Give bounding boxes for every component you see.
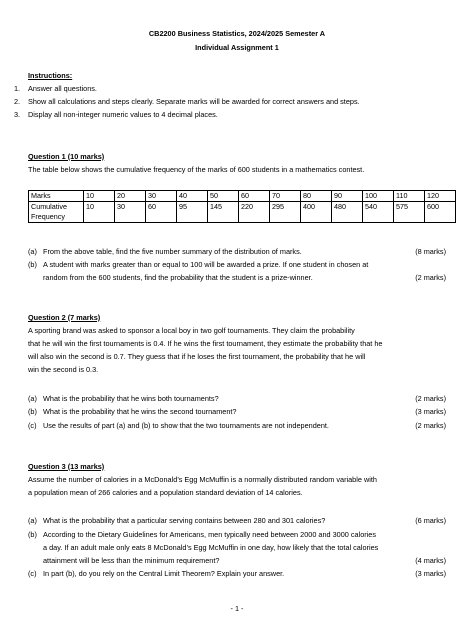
table-cell: 480: [332, 202, 363, 223]
table-cell: 400: [301, 202, 332, 223]
part-marks: (8 marks): [415, 247, 446, 256]
table-cell: 20: [115, 191, 146, 202]
table-header-line: Cumulative: [31, 202, 67, 211]
part-label: (c): [28, 421, 37, 430]
instruction-item: [0, 110, 474, 120]
table-cell: 40: [177, 191, 208, 202]
part-label: (b): [28, 407, 37, 416]
instruction-number: 1.: [14, 84, 21, 93]
question-2-intro-line: win the second is 0.3.: [28, 365, 99, 374]
part-marks: (2 marks): [415, 421, 446, 430]
table-cell: 110: [394, 191, 425, 202]
table-row-marks: [29, 191, 456, 202]
question-2-part-b: [28, 407, 446, 417]
table-cell: 540: [363, 202, 394, 223]
part-text-line: According to the Dietary Guidelines for Americans, men typically need between 2000 and 3000 calories: [43, 530, 377, 539]
question-2-heading: Question 2 (7 marks): [28, 313, 101, 322]
table-cell: 100: [363, 191, 394, 202]
part-text-line: a day. If an adult male only eats 8 McDonald’s Egg McMuffin in one day, how likely that the total calories: [43, 543, 379, 552]
table-cell: 70: [270, 191, 301, 202]
question-2-intro-line: that he will win the first tournaments is 0.4. If he wins the first tournament, they estimate the probability that he: [28, 339, 383, 348]
part-label: (a): [28, 247, 37, 256]
question-2-intro-line: A sporting brand was asked to sponsor a local boy in two golf tournaments. They claim the probability: [28, 326, 355, 335]
part-label: (c): [28, 569, 37, 578]
table-cell: 600: [425, 202, 456, 223]
part-label: (b): [28, 260, 37, 269]
instruction-text: Answer all questions.: [28, 84, 97, 93]
part-marks: (4 marks): [415, 556, 446, 565]
question-1-part-a: [28, 247, 446, 257]
question-1-part-b: [28, 260, 446, 284]
table-cell: 30: [115, 202, 146, 223]
question-1-heading: Question 1 (10 marks): [28, 152, 105, 161]
question-3-part-b: [28, 530, 446, 566]
table-cell: 10: [84, 202, 115, 223]
instruction-text: Show all calculations and steps clearly. Separate marks will be awarded for correct answers and steps.: [28, 97, 360, 106]
table-cell: 90: [332, 191, 363, 202]
question-3-intro-line: Assume the number of calories in a McDonald’s Egg McMuffin is a normally distributed random variable with: [28, 475, 377, 484]
table-cell: 120: [425, 191, 456, 202]
document-title: CB2200 Business Statistics, 2024/2025 Semester A: [148, 29, 326, 38]
table-row-cumulative-frequency: [29, 202, 456, 223]
page-number: - 1 -: [230, 604, 244, 613]
part-marks: (3 marks): [415, 569, 446, 578]
question-2-part-c: [28, 421, 446, 431]
part-text: From the above table, find the five number summary of the distribution of marks.: [43, 247, 302, 256]
table-cell: 30: [146, 191, 177, 202]
instruction-item: [0, 97, 474, 107]
table-cell: 145: [208, 202, 239, 223]
table-cell: 10: [84, 191, 115, 202]
part-marks: (6 marks): [415, 516, 446, 525]
question-3-part-c: [28, 569, 446, 579]
part-text-line: A student with marks greater than or equal to 100 will be awarded a prize. If one student in chosen at: [43, 260, 369, 269]
part-text: What is the probability that he wins both tournaments?: [43, 394, 219, 403]
question-2-part-a: [28, 394, 446, 404]
part-marks: (3 marks): [415, 407, 446, 416]
part-text: What is the probability that he wins the second tournament?: [43, 407, 237, 416]
table-header-cumulative-frequency: [29, 202, 84, 223]
table-cell: 50: [208, 191, 239, 202]
table-cell: 60: [146, 202, 177, 223]
part-text-line: attainment will be less than the minimum requirement?: [43, 556, 220, 565]
instruction-number: 3.: [14, 110, 21, 119]
instruction-number: 2.: [14, 97, 21, 106]
part-text-line: random from the 600 students, find the probability that the student is a prize-winner.: [43, 273, 313, 282]
part-label: (b): [28, 530, 37, 539]
table-header-line: Frequency: [31, 212, 65, 221]
part-text: In part (b), do you rely on the Central Limit Theorem? Explain your answer.: [43, 569, 285, 578]
instructions-heading: Instructions:: [28, 71, 73, 80]
question-2-intro-line: will also win the second is 0.7. They guess that if he loses the first tournament, the probability that he will: [28, 352, 366, 361]
table-cell: 80: [301, 191, 332, 202]
instruction-item: [0, 84, 474, 94]
table-cell: 295: [270, 202, 301, 223]
table-cell: 60: [239, 191, 270, 202]
document-subtitle: Individual Assignment 1: [195, 43, 279, 52]
part-text: What is the probability that a particular serving contains between 280 and 301 calories?: [43, 516, 326, 525]
question-3-heading: Question 3 (13 marks): [28, 462, 105, 471]
table-cell: 95: [177, 202, 208, 223]
question-3-part-a: [28, 516, 446, 526]
table-cell: 220: [239, 202, 270, 223]
part-marks: (2 marks): [415, 394, 446, 403]
part-text: Use the results of part (a) and (b) to show that the two tournaments are not independent.: [43, 421, 329, 430]
part-label: (a): [28, 516, 37, 525]
question-1-intro: The table below shows the cumulative frequency of the marks of 600 students in a mathematics contest.: [28, 165, 365, 174]
table-cell: 575: [394, 202, 425, 223]
cumulative-frequency-table: [28, 190, 456, 223]
instruction-text: Display all non-integer numeric values to 4 decimal places.: [28, 110, 218, 119]
part-marks: (2 marks): [415, 273, 446, 282]
part-label: (a): [28, 394, 37, 403]
question-3-intro-line: a population mean of 266 calories and a population standard deviation of 14 calories.: [28, 488, 303, 497]
table-header-marks: Marks: [29, 191, 84, 202]
